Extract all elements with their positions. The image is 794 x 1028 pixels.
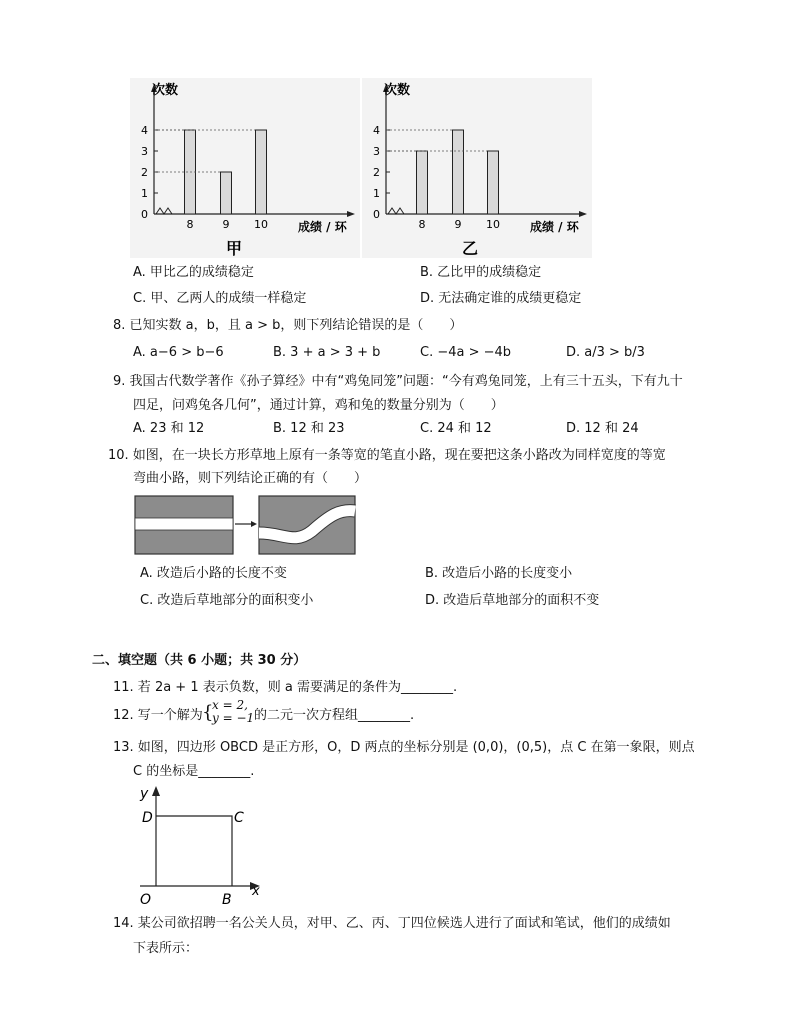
bar-chart-jia	[130, 78, 360, 258]
y-tick-label: 1	[141, 187, 148, 200]
y-tick-label: 2	[373, 166, 380, 179]
square-obcd	[156, 816, 232, 886]
y-tick-label: 0	[373, 208, 380, 221]
square-figure	[130, 782, 270, 908]
q7-option-c: C. 甲、乙两人的成绩一样稳定	[133, 291, 307, 306]
q7-option-d: D. 无法确定谁的成绩更稳定	[420, 291, 582, 306]
q8-stem: 8. 已知实数 a，b，且 a > b，则下列结论错误的是（ ）	[113, 318, 463, 333]
y-tick-label: 4	[373, 124, 380, 137]
bar	[488, 151, 499, 214]
bar	[417, 151, 428, 214]
q8-option-c: C. −4a > −4b	[420, 345, 512, 360]
q12-suffix: 的二元一次方程组________.	[254, 708, 415, 723]
y-tick-label: 4	[141, 124, 148, 137]
q9-line-1: 9. 我国古代数学著作《孙子算经》中有“鸡兔同笼”问题：“今有鸡兔同笼，上有三十五头，下有九十	[113, 374, 683, 389]
chart-caption: 乙	[461, 239, 479, 258]
q10-line-1: 10. 如图，在一块长方形草地上原有一条等宽的笔直小路，现在要把这条小路改为同样宽度的等宽	[108, 448, 666, 463]
q8-option-b: B. 3 + a > 3 + b	[273, 345, 381, 360]
label-d: D	[142, 810, 153, 826]
q10-option-b: B. 改造后小路的长度变小	[425, 566, 573, 581]
label-y: y	[140, 786, 149, 802]
y-tick-label: 0	[141, 208, 148, 221]
q7-option-a: A. 甲比乙的成绩稳定	[133, 265, 254, 280]
q10-option-d: D. 改造后草地部分的面积不变	[425, 593, 600, 608]
label-b: B	[222, 892, 232, 908]
label-x: x	[252, 884, 260, 899]
y-tick-label: 3	[373, 145, 380, 158]
q14-line-1: 14. 某公司欲招聘一名公关人员，对甲、乙、丙、丁四位候选人进行了面试和笔试，他们的成绩如	[113, 916, 671, 931]
q8-option-d: D. a/3 > b/3	[566, 345, 645, 360]
section-title: 二、填空题（共 6 小题；共 30 分）	[92, 653, 307, 668]
q13-line-1: 13. 如图，四边形 OBCD 是正方形，O，D 两点的坐标分别是 (0,0)，(0,5)，点 C 在第一象限，则点	[113, 740, 695, 755]
curved-road-field	[259, 496, 355, 554]
q9-option-a: A. 23 和 12	[133, 421, 205, 436]
x-tick-label: 8	[418, 218, 426, 231]
q9-option-b: B. 12 和 23	[273, 421, 345, 436]
y-axis-arrow-icon	[152, 786, 160, 796]
q13-line-2: C 的坐标是________.	[133, 764, 255, 779]
bar	[221, 172, 232, 214]
q12-brace: {	[202, 702, 214, 723]
bar	[453, 130, 464, 214]
y-axis-label: 次数	[384, 83, 411, 98]
q12-eq-1: x = 2,	[212, 698, 248, 712]
x-tick-label: 8	[186, 218, 194, 231]
x-tick-label: 10	[254, 218, 268, 231]
q12-eq-2: y = −1	[212, 711, 255, 725]
q10-option-a: A. 改造后小路的长度不变	[140, 566, 287, 581]
y-tick-label: 1	[373, 187, 380, 200]
chart-caption: 甲	[225, 239, 243, 258]
q8-option-a: A. a−6 > b−6	[133, 345, 224, 360]
q10-line-2: 弯曲小路，则下列结论正确的有（ ）	[133, 471, 368, 486]
y-tick-label: 3	[141, 145, 148, 158]
label-o: O	[140, 892, 152, 908]
bar-chart-yi	[362, 78, 592, 258]
y-axis-label: 次数	[152, 83, 179, 98]
arrow-head-icon	[251, 521, 257, 527]
y-tick-label: 2	[141, 166, 148, 179]
straight-road	[135, 518, 233, 530]
q9-line-2: 四足，问鸡兔各几何”，通过计算，鸡和兔的数量分别为（ ）	[133, 398, 504, 413]
road-figure	[134, 495, 358, 557]
q9-option-d: D. 12 和 24	[566, 421, 639, 436]
bar	[256, 130, 267, 214]
q9-option-c: C. 24 和 12	[420, 421, 492, 436]
x-tick-label: 9	[454, 218, 462, 231]
q11-text: 11. 若 2a + 1 表示负数，则 a 需要满足的条件为________.	[113, 680, 458, 695]
x-tick-label: 9	[222, 218, 230, 231]
q14-line-2: 下表所示：	[133, 941, 199, 956]
x-axis-label: 成绩 / 环	[530, 220, 579, 234]
q12-prefix: 12. 写一个解为	[113, 708, 203, 723]
label-c: C	[234, 810, 244, 826]
x-tick-label: 10	[486, 218, 500, 231]
x-axis-label: 成绩 / 环	[298, 220, 347, 234]
q7-option-b: B. 乙比甲的成绩稳定	[420, 265, 542, 280]
q10-option-c: C. 改造后草地部分的面积变小	[140, 593, 314, 608]
